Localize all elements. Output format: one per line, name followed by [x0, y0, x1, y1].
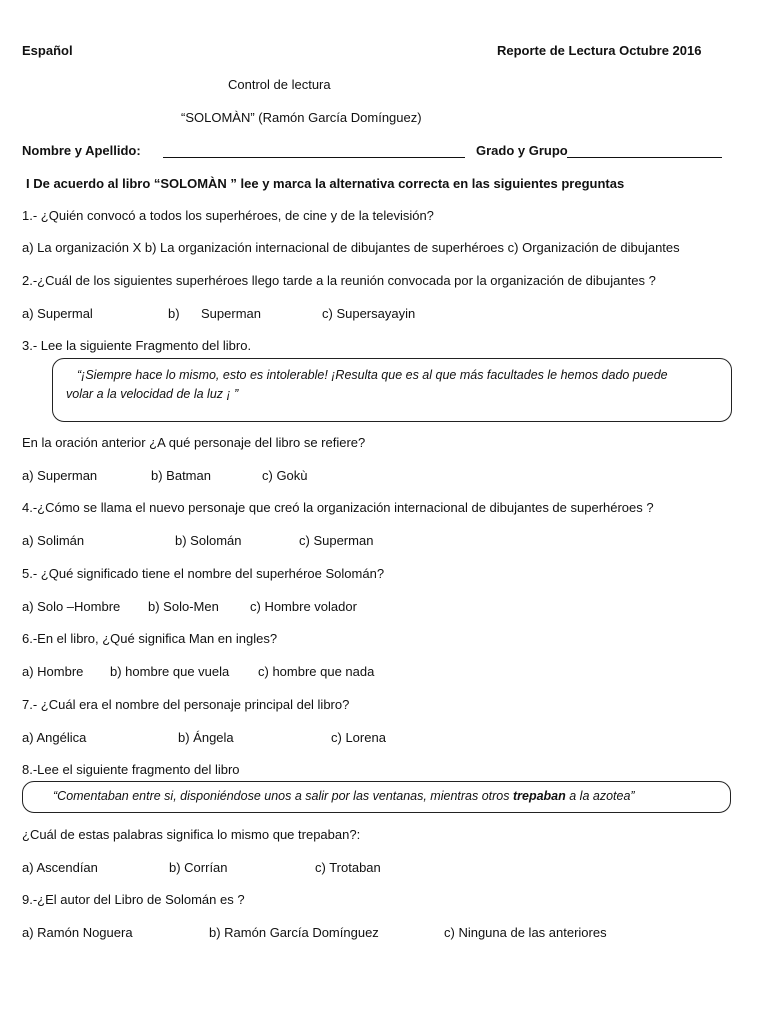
- quote-1-line-2: volar a la velocidad de la luz ¡ ”: [66, 387, 239, 401]
- question-9-option-a[interactable]: a) Ramón Noguera: [22, 925, 133, 940]
- question-3-option-c[interactable]: c) Gokù: [262, 468, 308, 483]
- question-3-followup: En la oración anterior ¿A qué personaje del libro se refiere?: [22, 435, 366, 450]
- question-6-option-c[interactable]: c) hombre que nada: [258, 664, 375, 679]
- question-8: 8.-Lee el siguiente fragmento del libro: [22, 762, 240, 777]
- question-7-option-b[interactable]: b) Ángela: [178, 730, 234, 745]
- question-5-option-c[interactable]: c) Hombre volador: [250, 599, 357, 614]
- question-8-option-c[interactable]: c) Trotaban: [315, 860, 381, 875]
- quote-2-pre: “Comentaban entre si, disponiéndose unos a salir por las ventanas, mientras otros: [53, 789, 513, 803]
- subject-label: Español: [22, 43, 73, 58]
- quote-box-1: [52, 358, 732, 422]
- name-label: Nombre y Apellido:: [22, 143, 141, 158]
- book-title: “SOLOMÀN” (Ramón García Domínguez): [181, 110, 422, 125]
- question-2-option-a[interactable]: a) Supermal: [22, 306, 93, 321]
- question-6-option-a[interactable]: a) Hombre: [22, 664, 84, 679]
- question-7: 7.- ¿Cuál era el nombre del personaje principal del libro?: [22, 697, 350, 712]
- question-3-option-a[interactable]: a) Superman: [22, 468, 98, 483]
- quote-2-highlight: trepaban: [512, 789, 566, 803]
- question-3: 3.- Lee la siguiente Fragmento del libro.: [22, 338, 252, 353]
- question-5-option-b[interactable]: b) Solo-Men: [148, 599, 219, 614]
- quote-box-2: [22, 781, 731, 813]
- quote-1-line-1: “¡Siempre hace lo mismo, esto es intolerable! ¡Resulta que es al que más facultades le hemos dado puede: [77, 368, 668, 382]
- question-1: 1.- ¿Quién convocó a todos los superhéroes, de cine y de la televisión?: [22, 208, 434, 223]
- question-6: 6.-En el libro, ¿Qué significa Man en ingles?: [22, 631, 278, 646]
- question-4-option-b[interactable]: b) Solomán: [175, 533, 242, 548]
- question-8-option-a[interactable]: a) Ascendían: [22, 860, 98, 875]
- question-5: 5.- ¿Qué significado tiene el nombre del superhéroe Solomán?: [22, 566, 385, 581]
- question-9-option-b[interactable]: b) Ramón García Domínguez: [209, 925, 379, 940]
- question-3-option-b[interactable]: b) Batman: [151, 468, 211, 483]
- grade-label: Grado y Grupo: [476, 143, 568, 158]
- question-8-followup: ¿Cuál de estas palabras significa lo mismo que trepaban?:: [22, 827, 361, 842]
- quote-2-post: a la azotea”: [565, 789, 635, 803]
- grade-field-line[interactable]: [567, 157, 722, 158]
- question-5-option-a[interactable]: a) Solo –Hombre: [22, 599, 121, 614]
- question-9: 9.-¿El autor del Libro de Solomán es ?: [22, 892, 245, 907]
- question-4: 4.-¿Cómo se llama el nuevo personaje que creó la organización internacional de dibujantes de superhéroes ?: [22, 500, 654, 515]
- question-8-option-b[interactable]: b) Corrían: [169, 860, 228, 875]
- question-7-option-a[interactable]: a) Angélica: [22, 730, 87, 745]
- question-2-option-b[interactable]: Superman: [201, 306, 261, 321]
- question-7-option-c[interactable]: c) Lorena: [331, 730, 386, 745]
- question-4-option-a[interactable]: a) Solimán: [22, 533, 85, 548]
- question-9-option-c[interactable]: c) Ninguna de las anteriores: [444, 925, 607, 940]
- question-2: 2.-¿Cuál de los siguientes superhéroes llego tarde a la reunión convocada por la organización de dibujantes ?: [22, 273, 656, 288]
- question-1-options[interactable]: a) La organización X b) La organización internacional de dibujantes de superhéroes c) Organización de dibujantes: [22, 240, 680, 255]
- instruction-text: I De acuerdo al libro “SOLOMÀN ” lee y marca la alternativa correcta en las siguientes preguntas: [26, 176, 625, 191]
- report-label: Reporte de Lectura Octubre 2016: [497, 43, 702, 58]
- control-title: Control de lectura: [228, 77, 331, 92]
- question-2-option-b-letter[interactable]: b): [168, 306, 180, 321]
- question-2-option-c[interactable]: c) Supersayayin: [322, 306, 416, 321]
- question-4-option-c[interactable]: c) Superman: [299, 533, 374, 548]
- quote-2-text: [53, 789, 635, 803]
- name-field-line[interactable]: [163, 157, 465, 158]
- question-6-option-b[interactable]: b) hombre que vuela: [110, 664, 230, 679]
